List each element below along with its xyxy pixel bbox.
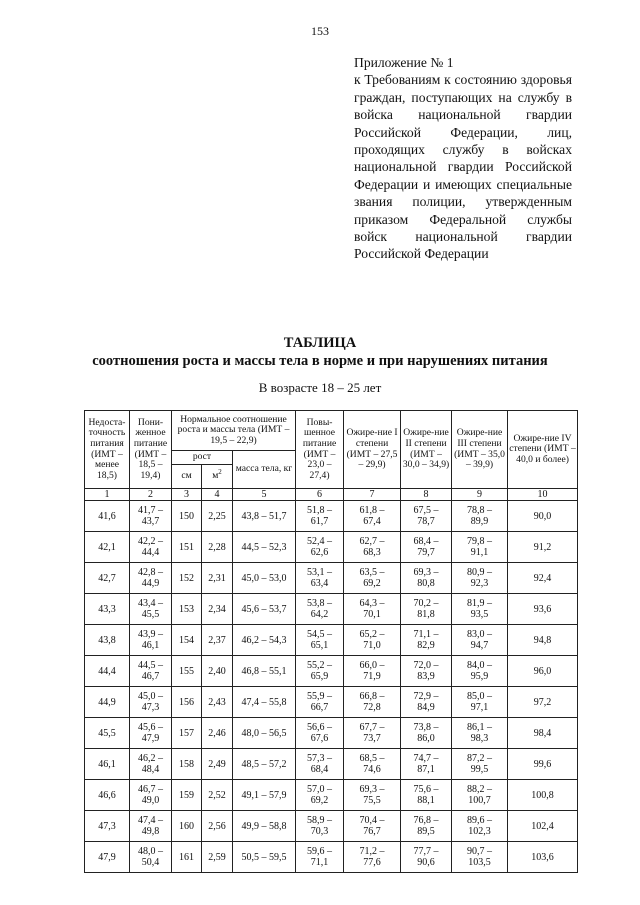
cell-line: 61,8 – <box>359 505 385 516</box>
cell-line: 42,2 – <box>138 536 163 547</box>
cell-line: 71,1 – <box>413 629 439 640</box>
cell-line: 48,0 – <box>138 846 163 857</box>
table-body <box>85 489 578 873</box>
cell-line: 46,2 – <box>138 753 163 764</box>
header-normal: Нормальное соотношение роста и массы тела (ИМТ – 19,5 – 22,9) <box>172 411 296 451</box>
cell-col4: 2,46 <box>202 718 233 749</box>
header-obesity4: Ожире-ние IV степени (ИМТ – 40,0 и более) <box>508 411 578 489</box>
cell-line: 89,5 <box>417 826 435 837</box>
cell-col9 <box>452 625 508 656</box>
cell-col1: 44,4 <box>85 656 130 687</box>
cell-col3: 153 <box>172 594 202 625</box>
cell-line: 63,5 – <box>359 567 385 578</box>
cell-line: 79,8 – <box>467 536 493 547</box>
cell-line: 87,1 <box>417 764 435 775</box>
cell-col10: 96,0 <box>508 656 578 687</box>
cell-col2 <box>130 532 172 563</box>
cell-line: 86,1 – <box>467 722 493 733</box>
cell-col9 <box>452 842 508 873</box>
cell-col5: 49,9 – 58,8 <box>233 811 296 842</box>
cell-line: 69,2 <box>363 578 381 589</box>
cell-line: 90,7 – <box>467 846 493 857</box>
header-m2 <box>202 465 233 489</box>
cell-col10: 98,4 <box>508 718 578 749</box>
cell-col8 <box>401 811 452 842</box>
cell-col7 <box>344 532 401 563</box>
table-row <box>85 656 578 687</box>
cell-line: 50,4 <box>141 857 160 868</box>
cell-line: 99,5 <box>470 764 489 775</box>
cell-col2 <box>130 656 172 687</box>
cell-col2 <box>130 563 172 594</box>
cell-line: 89,9 <box>470 516 489 527</box>
cell-line: 74,6 <box>363 764 381 775</box>
appendix-title: Приложение № 1 <box>354 55 454 70</box>
cell-line: 62,7 – <box>359 536 385 547</box>
cell-line: 57,3 – <box>307 753 333 764</box>
cell-col8 <box>401 625 452 656</box>
cell-col2 <box>130 842 172 873</box>
cell-line: 65,1 <box>310 640 329 651</box>
table-row <box>85 718 578 749</box>
cell-col2 <box>130 501 172 532</box>
cell-line: 66,8 – <box>359 691 385 702</box>
cell-line: 81,8 <box>417 609 435 620</box>
cell-line: 91,1 <box>470 547 489 558</box>
cell-col7 <box>344 625 401 656</box>
header-obesity3: Ожире-ние III степени (ИМТ – 35,0 – 39,9) <box>452 411 508 489</box>
cell-line: 77,6 <box>363 857 381 868</box>
cell-line: 70,4 – <box>359 815 385 826</box>
cell-col7 <box>344 501 401 532</box>
cell-col9 <box>452 594 508 625</box>
cell-line: 45,6 – <box>138 722 163 733</box>
table-title <box>0 334 640 370</box>
cell-line: 90,6 <box>417 857 435 868</box>
cell-line: 85,0 – <box>467 691 493 702</box>
cell-line: 94,7 <box>470 640 489 651</box>
cell-line: 68,3 <box>363 547 381 558</box>
cell-col2 <box>130 811 172 842</box>
cell-col4: 2,49 <box>202 749 233 780</box>
cell-col9 <box>452 718 508 749</box>
cell-line: 66,7 <box>310 702 329 713</box>
cell-line: 67,5 – <box>413 505 439 516</box>
cell-col1: 47,3 <box>85 811 130 842</box>
table-row <box>85 563 578 594</box>
cell-col1: 41,6 <box>85 501 130 532</box>
cell-col8 <box>401 842 452 873</box>
cell-col10: 103,6 <box>508 842 578 873</box>
table-row <box>85 625 578 656</box>
table-row <box>85 594 578 625</box>
cell-col3: 158 <box>172 749 202 780</box>
column-number-9: 9 <box>452 489 508 501</box>
cell-line: 41,7 – <box>138 505 163 516</box>
cell-col6 <box>296 656 344 687</box>
cell-col8 <box>401 780 452 811</box>
cell-line: 43,7 <box>141 516 160 527</box>
cell-col6 <box>296 625 344 656</box>
cell-line: 70,2 – <box>413 598 439 609</box>
height-weight-table <box>84 410 578 873</box>
cell-line: 63,4 <box>310 578 329 589</box>
column-number-10: 10 <box>508 489 578 501</box>
cell-line: 78,8 – <box>467 505 493 516</box>
cell-col8 <box>401 749 452 780</box>
cell-line: 80,9 – <box>467 567 493 578</box>
cell-col6 <box>296 501 344 532</box>
table-title-line2: соотношения роста и массы тела в норме и при нарушениях питания <box>92 353 548 369</box>
cell-line: 47,9 <box>141 733 160 744</box>
cell-col5: 49,1 – 57,9 <box>233 780 296 811</box>
table-row <box>85 532 578 563</box>
cell-line: 88,1 <box>417 795 435 806</box>
cell-col6 <box>296 563 344 594</box>
cell-line: 46,7 – <box>138 784 163 795</box>
cell-col6 <box>296 811 344 842</box>
cell-col10: 91,2 <box>508 532 578 563</box>
header-mass: масса тела, кг <box>233 451 296 489</box>
appendix-block <box>354 54 572 263</box>
cell-col3: 150 <box>172 501 202 532</box>
cell-line: 46,1 <box>141 640 160 651</box>
cell-line: 100,7 <box>468 795 491 806</box>
cell-line: 72,9 – <box>413 691 439 702</box>
cell-line: 75,5 <box>363 795 381 806</box>
cell-col7 <box>344 811 401 842</box>
cell-line: 72,8 <box>363 702 381 713</box>
cell-col4: 2,25 <box>202 501 233 532</box>
cell-col1: 47,9 <box>85 842 130 873</box>
column-number-2: 2 <box>130 489 172 501</box>
cell-line: 69,3 – <box>359 784 385 795</box>
cell-col9 <box>452 656 508 687</box>
page-number: 153 <box>311 24 329 38</box>
table-row <box>85 842 578 873</box>
cell-col10: 92,4 <box>508 563 578 594</box>
cell-col7 <box>344 749 401 780</box>
header-increased: Повы-шенное питание (ИМТ – 23,0 – 27,4) <box>296 411 344 489</box>
cell-line: 49,8 <box>141 826 160 837</box>
header-m2-base: м <box>212 470 219 482</box>
cell-col3: 160 <box>172 811 202 842</box>
cell-line: 71,9 <box>363 671 381 682</box>
cell-line: 88,2 – <box>467 784 493 795</box>
cell-col7 <box>344 780 401 811</box>
cell-line: 44,5 – <box>138 660 163 671</box>
cell-line: 72,0 – <box>413 660 439 671</box>
cell-col9 <box>452 780 508 811</box>
cell-col2 <box>130 687 172 718</box>
cell-line: 45,0 – <box>138 691 163 702</box>
cell-col3: 154 <box>172 625 202 656</box>
header-obesity2: Ожире-ние II степени (ИМТ – 30,0 – 34,9) <box>401 411 452 489</box>
cell-col10: 93,6 <box>508 594 578 625</box>
header-deficit: Недоста-точность питания (ИМТ – менее 18,5) <box>85 411 130 489</box>
header-obesity1: Ожире-ние I степени (ИМТ – 27,5 – 29,9) <box>344 411 401 489</box>
cell-col1: 43,8 <box>85 625 130 656</box>
cell-col5: 45,6 – 53,7 <box>233 594 296 625</box>
cell-line: 93,5 <box>470 609 489 620</box>
cell-line: 44,9 <box>141 578 160 589</box>
cell-line: 48,4 <box>141 764 160 775</box>
cell-line: 102,3 <box>468 826 491 837</box>
cell-line: 43,4 – <box>138 598 163 609</box>
cell-col3: 159 <box>172 780 202 811</box>
cell-line: 87,2 – <box>467 753 493 764</box>
table-title-line1: ТАБЛИЦА <box>283 335 357 351</box>
cell-line: 49,0 <box>141 795 160 806</box>
cell-line: 46,7 <box>141 671 160 682</box>
cell-col9 <box>452 532 508 563</box>
cell-col3: 152 <box>172 563 202 594</box>
cell-col1: 42,1 <box>85 532 130 563</box>
cell-line: 97,1 <box>470 702 489 713</box>
cell-col2 <box>130 749 172 780</box>
cell-line: 83,0 – <box>467 629 493 640</box>
cell-col10: 97,2 <box>508 687 578 718</box>
cell-col5: 47,4 – 55,8 <box>233 687 296 718</box>
cell-line: 73,8 – <box>413 722 439 733</box>
cell-col5: 48,5 – 57,2 <box>233 749 296 780</box>
cell-line: 84,0 – <box>467 660 493 671</box>
header-reduced: Пони-женное питание (ИМТ – 18,5 – 19,4) <box>130 411 172 489</box>
cell-col6 <box>296 687 344 718</box>
cell-line: 67,4 <box>363 516 381 527</box>
cell-line: 82,9 <box>417 640 435 651</box>
cell-line: 95,9 <box>470 671 489 682</box>
cell-col3: 151 <box>172 532 202 563</box>
cell-col7 <box>344 563 401 594</box>
cell-line: 57,0 – <box>307 784 333 795</box>
column-number-4: 4 <box>202 489 233 501</box>
cell-col5: 44,5 – 52,3 <box>233 532 296 563</box>
cell-col10: 94,8 <box>508 625 578 656</box>
cell-col8 <box>401 501 452 532</box>
cell-line: 54,5 – <box>307 629 333 640</box>
cell-col4: 2,31 <box>202 563 233 594</box>
cell-col2 <box>130 594 172 625</box>
cell-col4: 2,52 <box>202 780 233 811</box>
cell-line: 51,8 – <box>307 505 333 516</box>
cell-line: 69,2 <box>310 795 329 806</box>
cell-col5: 43,8 – 51,7 <box>233 501 296 532</box>
column-number-3: 3 <box>172 489 202 501</box>
cell-col6 <box>296 749 344 780</box>
cell-col9 <box>452 687 508 718</box>
cell-line: 67,6 <box>310 733 329 744</box>
cell-line: 81,9 – <box>467 598 493 609</box>
table-row <box>85 780 578 811</box>
cell-col6 <box>296 594 344 625</box>
age-note: В возрасте 18 – 25 лет <box>258 380 382 395</box>
cell-col10: 90,0 <box>508 501 578 532</box>
cell-line: 86,0 <box>417 733 435 744</box>
header-cm: см <box>172 465 202 489</box>
cell-line: 56,6 – <box>307 722 333 733</box>
cell-line: 75,6 – <box>413 784 439 795</box>
cell-col4: 2,40 <box>202 656 233 687</box>
cell-col8 <box>401 687 452 718</box>
cell-col4: 2,37 <box>202 625 233 656</box>
cell-line: 58,9 – <box>307 815 333 826</box>
cell-line: 80,8 <box>417 578 435 589</box>
column-number-row <box>85 489 578 501</box>
cell-col1: 46,6 <box>85 780 130 811</box>
cell-line: 77,7 – <box>413 846 439 857</box>
cell-col5: 50,5 – 59,5 <box>233 842 296 873</box>
cell-line: 74,7 – <box>413 753 439 764</box>
cell-line: 65,9 <box>310 671 329 682</box>
cell-col7 <box>344 687 401 718</box>
cell-line: 70,1 <box>363 609 381 620</box>
table-row <box>85 501 578 532</box>
cell-line: 68,4 – <box>413 536 439 547</box>
cell-line: 62,6 <box>310 547 329 558</box>
cell-col4: 2,59 <box>202 842 233 873</box>
table-row <box>85 811 578 842</box>
cell-line: 68,5 – <box>359 753 385 764</box>
cell-col4: 2,28 <box>202 532 233 563</box>
cell-line: 69,3 – <box>413 567 439 578</box>
cell-col1: 43,3 <box>85 594 130 625</box>
cell-col8 <box>401 563 452 594</box>
cell-col1: 42,7 <box>85 563 130 594</box>
cell-line: 79,7 <box>417 547 435 558</box>
cell-line: 71,0 <box>363 640 381 651</box>
column-number-1: 1 <box>85 489 130 501</box>
cell-col7 <box>344 718 401 749</box>
cell-col8 <box>401 656 452 687</box>
cell-col1: 44,9 <box>85 687 130 718</box>
cell-line: 70,3 <box>310 826 329 837</box>
cell-line: 53,1 – <box>307 567 333 578</box>
cell-line: 78,7 <box>417 516 435 527</box>
cell-line: 98,3 <box>470 733 489 744</box>
column-number-8: 8 <box>401 489 452 501</box>
cell-line: 64,2 <box>310 609 329 620</box>
cell-col9 <box>452 749 508 780</box>
cell-line: 89,6 – <box>467 815 493 826</box>
cell-col10: 100,8 <box>508 780 578 811</box>
column-number-6: 6 <box>296 489 344 501</box>
cell-line: 47,4 – <box>138 815 163 826</box>
cell-col2 <box>130 718 172 749</box>
cell-line: 76,7 <box>363 826 381 837</box>
cell-col7 <box>344 656 401 687</box>
cell-col5: 46,2 – 54,3 <box>233 625 296 656</box>
cell-line: 71,1 <box>310 857 329 868</box>
cell-line: 53,8 – <box>307 598 333 609</box>
cell-line: 55,2 – <box>307 660 333 671</box>
header-height: рост <box>172 451 233 465</box>
cell-col9 <box>452 811 508 842</box>
cell-line: 65,2 – <box>359 629 385 640</box>
cell-line: 47,3 <box>141 702 160 713</box>
cell-col6 <box>296 532 344 563</box>
cell-line: 45,5 <box>141 609 160 620</box>
cell-col2 <box>130 625 172 656</box>
cell-col4: 2,34 <box>202 594 233 625</box>
cell-col5: 46,8 – 55,1 <box>233 656 296 687</box>
cell-line: 44,4 <box>141 547 160 558</box>
cell-col5: 48,0 – 56,5 <box>233 718 296 749</box>
cell-line: 103,5 <box>468 857 491 868</box>
cell-col6 <box>296 842 344 873</box>
cell-col6 <box>296 718 344 749</box>
cell-col6 <box>296 780 344 811</box>
cell-col5: 45,0 – 53,0 <box>233 563 296 594</box>
cell-col8 <box>401 718 452 749</box>
cell-col8 <box>401 594 452 625</box>
cell-line: 67,7 – <box>359 722 385 733</box>
cell-col7 <box>344 594 401 625</box>
cell-line: 71,2 – <box>359 846 385 857</box>
cell-line: 42,8 – <box>138 567 163 578</box>
cell-col9 <box>452 501 508 532</box>
table-row <box>85 749 578 780</box>
cell-line: 76,8 – <box>413 815 439 826</box>
cell-col2 <box>130 780 172 811</box>
cell-line: 64,3 – <box>359 598 385 609</box>
cell-line: 55,9 – <box>307 691 333 702</box>
cell-col1: 45,5 <box>85 718 130 749</box>
appendix-body: к Требованиям к состоянию здоровья граждан, поступающих на службу в войска национальной гвардии Российской Федерации, лиц, проходящих службу в войсках национальной гвардии Российской Федерации и имеющих специальные звания полиции, утвержденным приказом Федеральной службы войск национальной гвардии Российской Федерации <box>354 72 572 262</box>
cell-col4: 2,43 <box>202 687 233 718</box>
table-row <box>85 687 578 718</box>
cell-line: 66,0 – <box>359 660 385 671</box>
cell-line: 68,4 <box>310 764 329 775</box>
cell-line: 73,7 <box>363 733 381 744</box>
cell-col3: 155 <box>172 656 202 687</box>
cell-line: 92,3 <box>470 578 489 589</box>
cell-col1: 46,1 <box>85 749 130 780</box>
cell-line: 61,7 <box>310 516 329 527</box>
column-number-5: 5 <box>233 489 296 501</box>
cell-line: 83,9 <box>417 671 435 682</box>
cell-col3: 156 <box>172 687 202 718</box>
cell-col3: 157 <box>172 718 202 749</box>
cell-line: 84,9 <box>417 702 435 713</box>
cell-col4: 2,56 <box>202 811 233 842</box>
cell-line: 52,4 – <box>307 536 333 547</box>
header-m2-sup: 2 <box>218 468 222 477</box>
cell-col3: 161 <box>172 842 202 873</box>
column-number-7: 7 <box>344 489 401 501</box>
cell-line: 43,9 – <box>138 629 163 640</box>
cell-col8 <box>401 532 452 563</box>
cell-col9 <box>452 563 508 594</box>
cell-col10: 99,6 <box>508 749 578 780</box>
cell-line: 59,6 – <box>307 846 333 857</box>
cell-col10: 102,4 <box>508 811 578 842</box>
cell-col7 <box>344 842 401 873</box>
